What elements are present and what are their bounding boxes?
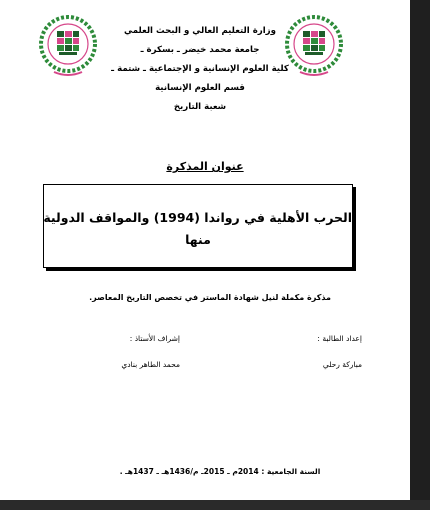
thesis-title-line-1: الحرب الأهلية في رواندا (1994) والمواقف الدولية xyxy=(43,210,352,225)
memo-heading: عنوان المذكرة xyxy=(166,160,244,173)
supervisor-label: إشراف الأستاذ : xyxy=(129,334,180,343)
university-logo-right xyxy=(284,14,344,80)
branch-line: شعبة التاريخ xyxy=(173,102,227,112)
faculty-line: كلية العلوم الإنسانية و الإجتماعية ـ شتمة ـ xyxy=(111,64,289,74)
department-line: قسم العلوم الإنسانية xyxy=(155,83,245,93)
viewer-background-bottom xyxy=(0,500,430,510)
ministry-line: وزارة التعليم العالي و البحث العلمي xyxy=(124,26,276,36)
thesis-title-box xyxy=(43,184,353,268)
supervisor-name: محمد الطاهر بنادي xyxy=(121,360,180,369)
university-line: جامعة محمد خيضر ـ بسكرة ـ xyxy=(140,45,260,55)
university-logo-left xyxy=(38,14,98,80)
student-name: مباركة رحلي xyxy=(322,360,362,369)
academic-year: السنة الجامعية : 2014م ـ 2015ـ م/1436هـ ـ 1437هـ . xyxy=(119,467,321,476)
university-emblem-icon xyxy=(38,14,98,80)
viewer-background-right xyxy=(410,0,430,510)
thesis-title-line-2: منها xyxy=(185,232,211,247)
degree-subtitle: مذكرة مكملة لنيل شهادة الماستر في تخصص التاريخ المعاصر. xyxy=(89,293,331,302)
university-emblem-icon xyxy=(284,14,344,80)
institution-header xyxy=(110,22,290,117)
student-label: إعداد الطالبة : xyxy=(317,334,362,343)
